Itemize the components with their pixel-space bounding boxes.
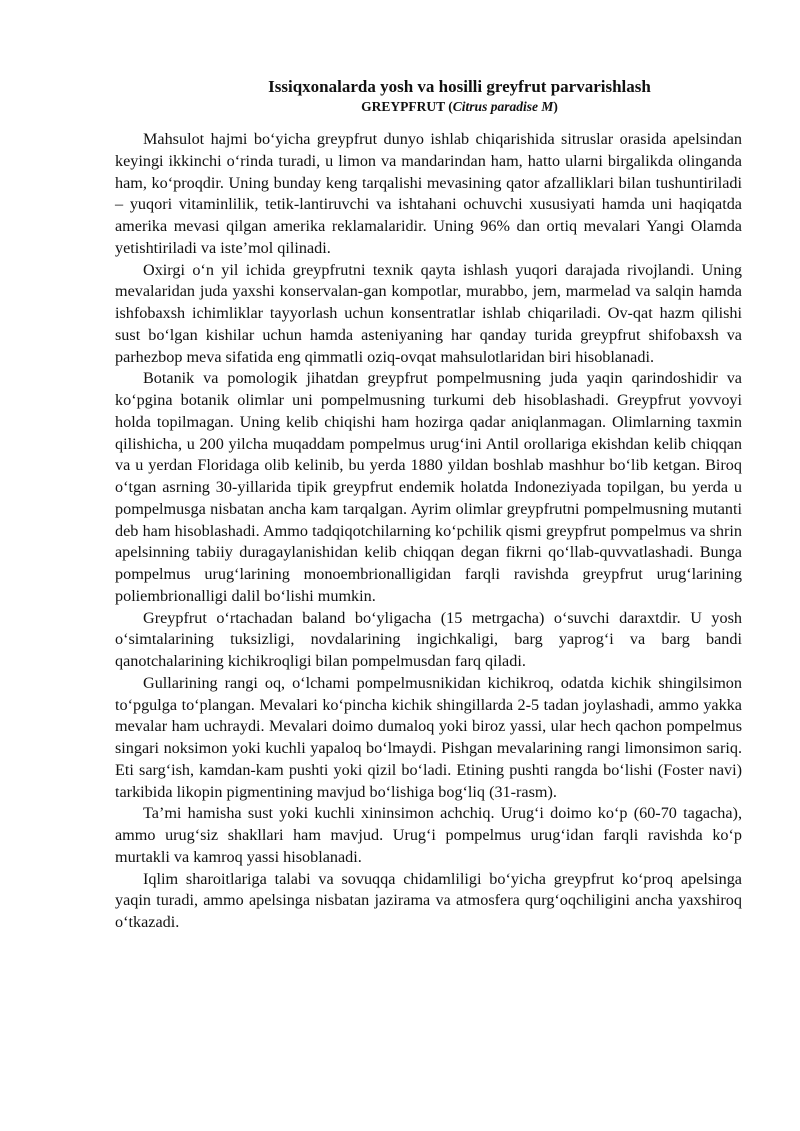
paragraph-7: Iqlim sharoitlariga talabi va sovuqqa chidamliligi bo‘yicha greypfrut ko‘proq apelsinga yaqin turadi, ammo apelsinga nisbatan jazirama va atmosfera qurg‘oqchiligini ancha yaxshiroq o‘tkazadi. bbox=[115, 869, 742, 931]
document-body bbox=[115, 129, 742, 934]
subtitle-latin-name: Citrus paradise M bbox=[452, 99, 554, 114]
paragraph-2: Oxirgi o‘n yil ichida greypfrutni texnik qayta ishlash yuqori darajada rivojlandi. Uning mevalaridan juda yaxshi konservalan-gan kompotlar, murabbo, jem, marmelad va salqin hamda ishfobaxsh ichimliklar tayyorlash uchun konsentratlar ishlab chiqariladi. Ov-qat hazm qilishi sust bo‘lgan kishilar uchun hamda asteniyaning har qanday turida greypfrut shifobaxsh va parhezbop meva sifatida eng qimmatli oziq-ovqat mahsulotlaridan biri hisoblanadi. bbox=[115, 260, 742, 366]
paragraph-4: Greypfrut o‘rtachadan baland bo‘yligacha (15 metrgacha) o‘suvchi daraxtdir. U yosh o‘simtalarining tuksizligi, novdalarining ingichkaligi, barg yaprog‘i va barg bandi qanotchalarining kichikroqligi bilan pompelmusdan farq qiladi. bbox=[115, 608, 742, 670]
paragraph-1: Mahsulot hajmi bo‘yicha greypfrut dunyo ishlab chiqarishida sitruslar orasida apelsindan keyingi ikkinchi o‘rinda turadi, u limon va mandarindan ham, hatto ularni birgalikda olinganda ham, ko‘proqdir. Uning bunday keng tarqalishi mevasining qator afzalliklari bilan tushuntiriladi – yuqori vitaminlilik, tetik-lantiruvchi va ishtahani ochuvchi xususiyati hamda uni haqiqatda amerika mevasi qilgan amerika reklamalaridir. Uning 96% dan ortiq mevalari Yangi Olamda yetishtiriladi va iste’mol qilinadi. bbox=[115, 130, 742, 257]
paragraph-6: Ta’mi hamisha sust yoki kuchli xininsimon achchiq. Urug‘i doimo ko‘p (60-70 tagacha), ammo urug‘siz shakllari ham mavjud. Urug‘i pompelmus urug‘idan farqli ravishda ko‘p murtakli va kamroq yassi hisoblanadi. bbox=[115, 804, 742, 866]
subtitle-prefix: GREYPFRUT ( bbox=[361, 99, 453, 114]
document-title: Issiqxonalarda yosh va hosilli greyfrut parvarishlash bbox=[268, 77, 651, 96]
subtitle-suffix: ) bbox=[553, 99, 558, 114]
document-subtitle bbox=[177, 98, 742, 116]
paragraph-5: Gullarining rangi oq, o‘lchami pompelmusnikidan kichikroq, odatda kichik shingilsimon to‘pgulga to‘plangan. Mevalari ko‘pincha kichik shingillarda 2-5 tadan joylashadi, ammo yakka mevalar ham uchraydi. Mevalari doimo dumaloq yoki biroz yassi, ular hech qachon pompelmus singari noksimon yoki kuchli yapaloq bo‘lmaydi. Pishgan mevalarining rangi limonsimon sariq. Eti sarg‘ish, kamdan-kam pushti yoki qizil bo‘ladi. Etining pushti rangda bo‘lishi (Foster navi) tarkibida likopin pigmentining mavjud bo‘lishiga bog‘liq (31-rasm). bbox=[115, 673, 742, 801]
document-page bbox=[115, 76, 742, 934]
paragraph-3: Botanik va pomologik jihatdan greypfrut pompelmusning juda yaqin qarindoshidir va ko‘pgina botanik olimlar uni pompelmusning turkumi deb hisoblashadi. Greypfrut yovvoyi holda topilmagan. Uning kelib chiqishi ham hozirga qadar aniqlanmagan. Olimlarning taxmin qilishicha, u 200 yilcha muqaddam pompelmus urug‘ini Antil orollariga ekishdan kelib chiqqan va u yerdan Floridaga olib kelinib, bu yerda 1880 yildan boshlab mashhur bo‘lib ketgan. Biroq o‘tgan asrning 30-yillarida tipik greypfrut endemik holatda Indoneziyada topilgan, bu yerda u pompelmusga nisbatan ancha kam tarqalgan. Ayrim olimlar greypfrutni pompelmusning mutanti deb ham hisoblashadi. Ammo tadqiqotchilarning ko‘pchilik qismi greypfrut pompelmus va shrin apelsinning tabiiy duragaylanishidan kelib chiqqan degan fikrni qo‘llab-quvvatlashadi. Bunga pompelmus urug‘larining monoembrionalligidan farqli ravishda greypfrut urug‘larining poliembrionalligi dalil bo‘lishi mumkin. bbox=[115, 369, 742, 605]
